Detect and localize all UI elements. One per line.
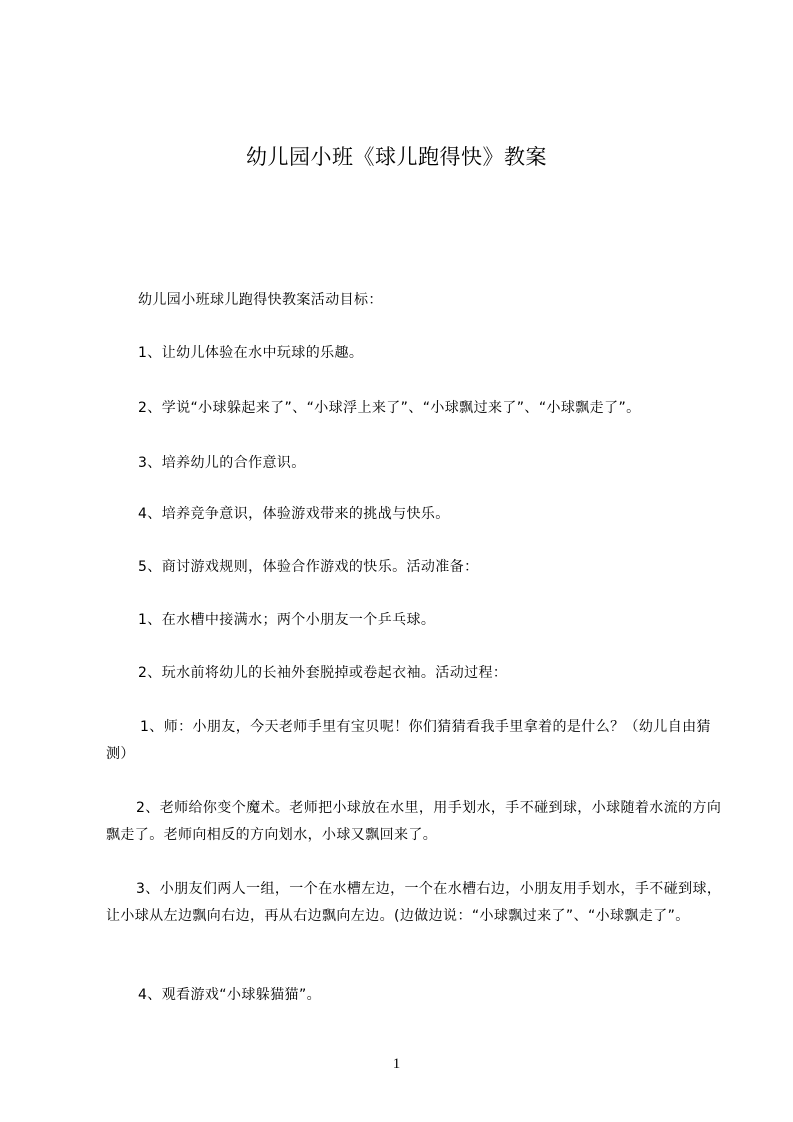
paragraph-process-1: 1、师：小朋友，今天老师手里有宝贝呢！你们猜猜看我手里拿着的是什么？（幼儿自由猜测） (106, 719, 711, 762)
paragraph-process-3: 3、小朋友们两人一组，一个在水槽左边，一个在水槽右边，小朋友用手划水，手不碰到球，让小球从左边飘向右边，再从右边飘向左边。(边做边说：“小球飘过来了”、“小球飘走了”。 (106, 881, 722, 924)
paragraph-objectives-heading: 幼儿园小班球儿跑得快教案活动目标： (138, 292, 383, 308)
paragraph-process-2: 2、老师给你变个魔术。老师把小球放在水里，用手划水，手不碰到球，小球随着水流的方向飘走了。老师向相反的方向划水，小球又飘回来了。 (106, 800, 722, 843)
page-number: 1 (392, 1056, 401, 1072)
paragraph-objective-3: 3、培养幼儿的合作意识。 (138, 455, 306, 471)
paragraph-objective-5: 5、商讨游戏规则，体验合作游戏的快乐。活动准备： (138, 559, 479, 575)
document-title: 幼儿园小班《球儿跑得快》教案 (246, 145, 547, 169)
paragraph-objective-1: 1、让幼儿体验在水中玩球的乐趣。 (138, 345, 364, 361)
paragraph-objective-2: 2、学说“小球躲起来了”、“小球浮上来了”、“小球飘过来了”、“小球飘走了”。 (138, 400, 641, 416)
paragraph-preparation-1: 1、在水槽中接满水；两个小朋友一个乒乓球。 (138, 612, 436, 628)
paragraph-preparation-2: 2、玩水前将幼儿的长袖外套脱掉或卷起衣袖。活动过程： (138, 665, 508, 681)
paragraph-objective-4: 4、培养竞争意识，体验游戏带来的挑战与快乐。 (138, 506, 450, 522)
paragraph-process-4: 4、观看游戏“小球躲猫猫”。 (138, 987, 322, 1003)
